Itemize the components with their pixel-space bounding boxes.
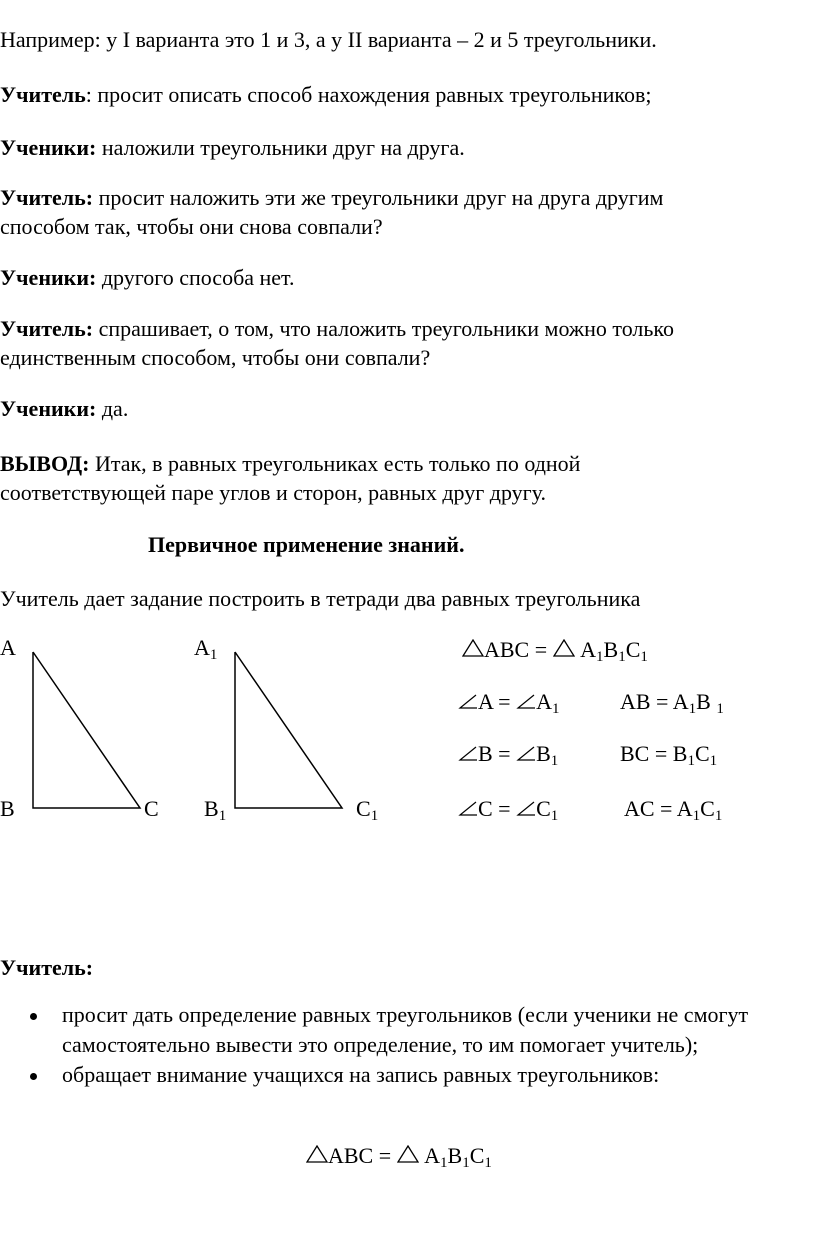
bullet-icon	[30, 1013, 37, 1020]
speaker-label: Ученики:	[0, 396, 97, 421]
paragraph-teacher-2-cont: способом так, чтобы они снова совпали?	[0, 214, 383, 239]
paragraph-students-2	[0, 263, 295, 293]
paragraph-text: спрашивает, о том, что наложить треугольники можно только	[98, 316, 674, 341]
vertex-label-a1: A1	[194, 635, 218, 663]
triangle-equality: ABC = A1B1C1	[462, 636, 648, 667]
angle-icon	[458, 693, 478, 709]
paragraph-teacher-3	[0, 314, 674, 344]
side-equality-ac: AC = A1C1	[624, 796, 723, 824]
paragraph-teacher-3-cont: единственным способом, чтобы они совпали?	[0, 345, 431, 370]
vertex-label-a: A	[0, 635, 16, 660]
paragraph-text: наложили треугольники друг на друга.	[101, 135, 465, 160]
final-triangle-equality: ABC = A1B1C1	[306, 1142, 492, 1173]
task-text: Учитель дает задание построить в тетради два равных треугольника	[0, 586, 641, 611]
triangle-a1b1c1	[235, 652, 342, 808]
triangle-abc	[33, 652, 140, 808]
list-item: просит дать определение равных треугольников (если ученики не смогут самостоятельно вывести это определение, то им помогает учитель);	[0, 1000, 800, 1060]
angle-equality-b: B = B1	[458, 740, 558, 771]
speaker-label: Ученики:	[0, 265, 97, 290]
angle-icon	[458, 745, 478, 761]
paragraph-conclusion-cont: соответствующей паре углов и сторон, равных друг другу.	[0, 480, 546, 505]
paragraph-teacher-2	[0, 183, 663, 213]
paragraph-text: просит описать способ нахождения равных треугольников;	[97, 82, 652, 107]
paragraph-text: просит наложить эти же треугольники друг на друга другим	[98, 185, 664, 210]
speaker-label: Учитель	[0, 82, 86, 107]
vertex-label-c: C	[144, 796, 159, 821]
speaker-label: Ученики:	[0, 135, 97, 160]
speaker-label: Учитель:	[0, 185, 94, 210]
angle-icon	[516, 800, 536, 816]
angle-equality-c: C = C1	[458, 795, 558, 826]
triangle-icon	[553, 639, 575, 657]
example-text: Например: у I варианта это 1 и 3, а у II варианта – 2 и 5 треугольники.	[0, 27, 657, 52]
angle-icon	[516, 693, 536, 709]
side-equality-bc: BC = B1C1	[620, 741, 718, 769]
vertex-label-c1: C1	[356, 796, 379, 824]
side-equality-ab: AB = A1B 1	[620, 689, 724, 717]
vertex-label-b1: B1	[204, 796, 227, 824]
paragraph-students-3	[0, 394, 128, 424]
bullet-icon	[30, 1073, 37, 1080]
speaker-label: Учитель:	[0, 316, 94, 341]
angle-equality-a: A = A1	[458, 688, 559, 719]
angle-icon	[516, 745, 536, 761]
triangle-icon	[397, 1145, 419, 1163]
triangle-icon	[306, 1145, 328, 1163]
vertex-label-b: B	[0, 796, 15, 821]
paragraph-text: Итак, в равных треугольниках есть только по одной	[94, 451, 581, 476]
speaker-label: ВЫВОД:	[0, 451, 90, 476]
section-heading: Первичное применение знаний.	[148, 532, 465, 557]
list-item: обращает внимание учащихся на запись равных треугольников:	[0, 1060, 800, 1090]
paragraph-conclusion	[0, 449, 580, 479]
paragraph-students-1	[0, 133, 465, 163]
paragraph-text: да.	[101, 396, 129, 421]
paragraph-example	[0, 25, 657, 55]
paragraph-text: другого способа нет.	[101, 265, 295, 290]
teacher-actions-list	[0, 1000, 800, 1090]
paragraph-teacher-1: Учитель: просит описать способ нахождения равных треугольников;	[0, 82, 652, 107]
angle-icon	[458, 800, 478, 816]
triangle-icon	[462, 639, 484, 657]
teacher-label: Учитель:	[0, 955, 94, 980]
